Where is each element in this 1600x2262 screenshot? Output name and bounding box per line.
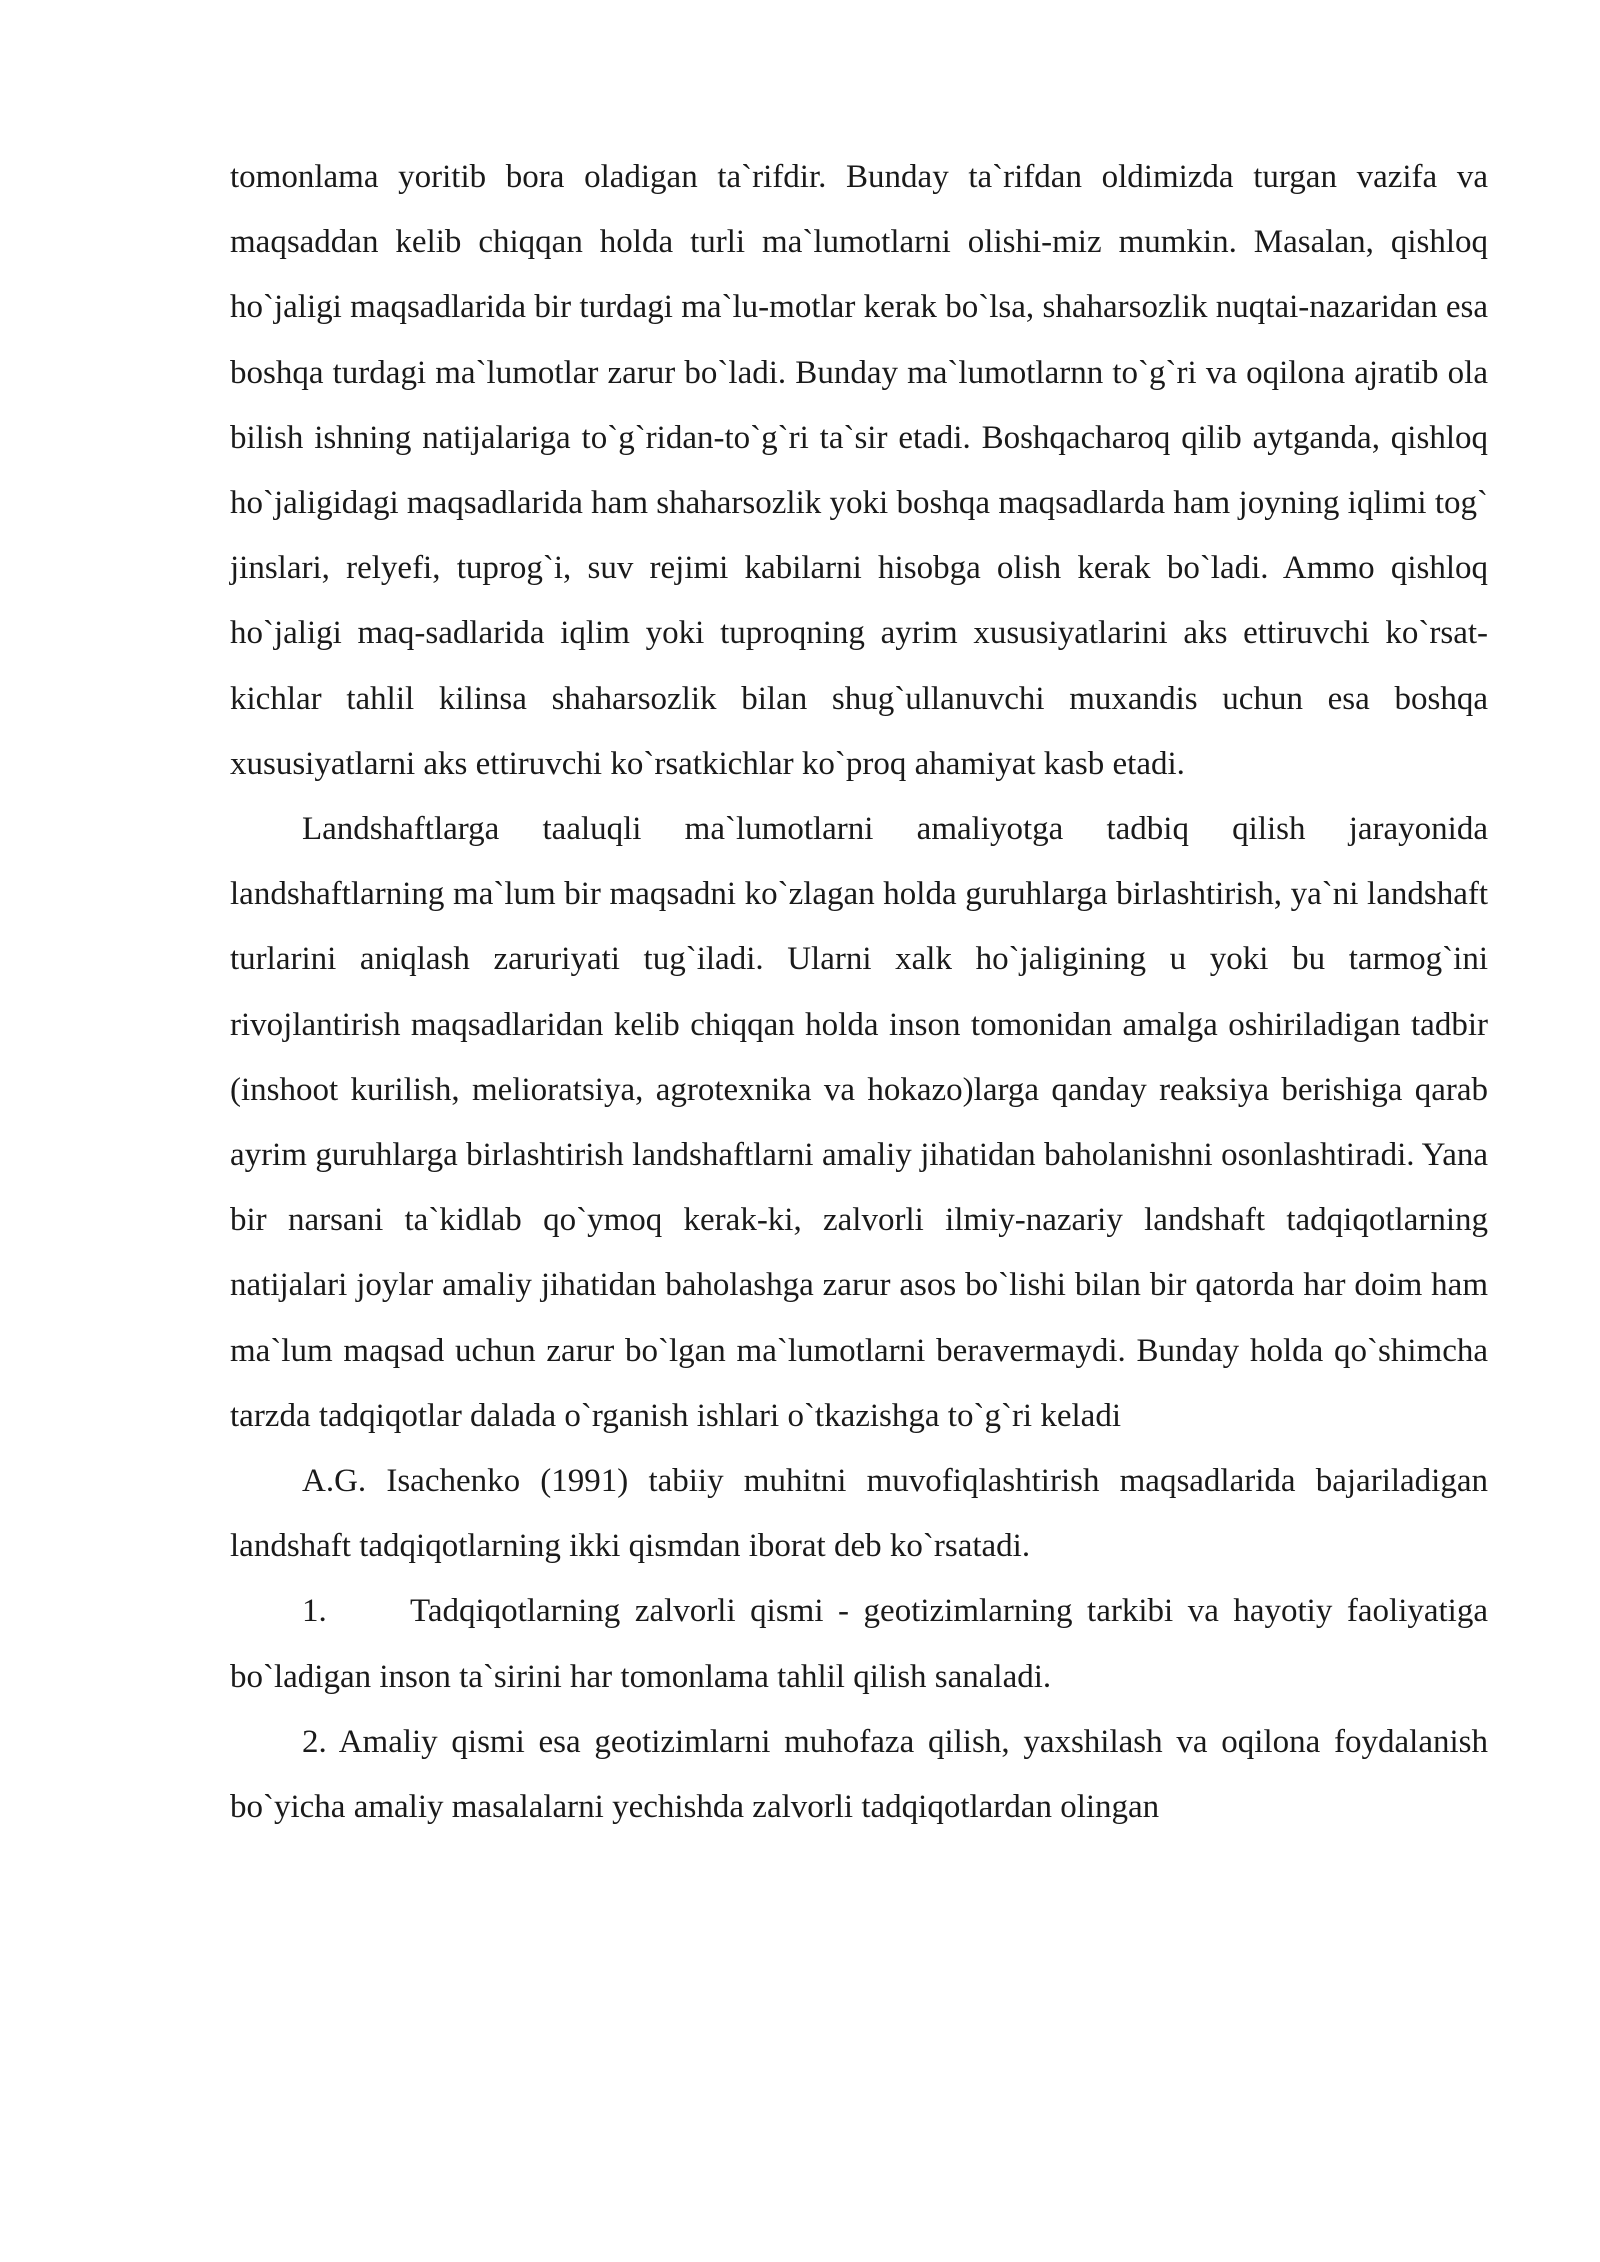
document-body (230, 145, 1488, 1840)
paragraph-2: Landshaftlarga taaluqli ma`lumotlarni amaliyotga tadbiq qilish jarayonida landshaftlarning ma`lum bir maqsadni ko`zlagan holda guruhlarga birlashtirish, ya`ni landshaft turlarini aniqlash zaruriyati tug`iladi. Ularni xalk ho`jaligining u yoki bu tarmog`ini rivojlantirish maqsadlaridan kelib chiqqan holda inson tomonidan amalga oshiriladigan tadbir (inshoot kurilish, melioratsiya, agrotexnika va hokazo)larga qanday reaksiya berishiga qarab ayrim guruhlarga birlashtirish landshaftlarni amaliy jihatidan baholanishni osonlashtiradi. Yana bir narsani ta`kidlab qo`ymoq kerak-ki, zalvorli ilmiy-nazariy landshaft tadqiqotlarning natijalari joylar amaliy jihatidan baholashga zarur asos bo`lishi bilan bir qatorda har doim ham ma`lum maqsad uchun zarur bo`lgan ma`lumotlarni beravermaydi. Bunday holda qo`shimcha tarzda tadqiqotlar dalada o`rganish ishlari o`tkazishga to`g`ri keladi (230, 811, 1488, 1434)
list-item-2 (230, 1710, 1488, 1840)
list-item-number: 1. (302, 1593, 327, 1630)
list-item-text: Tadqiqotlarning zalvorli qismi - geotizimlarning tarkibi va hayotiy faoliyatiga bo`ladigan inson ta`sirini har tomonlama tahlil qilish sanaladi. (230, 1593, 1488, 1695)
paragraph-1: tomonlama yoritib bora oladigan ta`rifdir. Bunday ta`rifdan oldimizda turgan vazifa va maqsaddan kelib chiqqan holda turli ma`lumotlarni olishi-miz mumkin. Masalan, qishloq ho`jaligi maqsadlarida bir turdagi ma`lu-motlar kerak bo`lsa, shaharsozlik nuqtai-nazaridan esa boshqa turdagi ma`lumotlar zarur bo`ladi. Bunday ma`lumotlarnn to`g`ri va oqilona ajratib ola bilish ishning natijalariga to`g`ridan-to`g`ri ta`sir etadi. Boshqacharoq qilib aytganda, qishloq ho`jaligidagi maqsadlarida ham shaharsozlik yoki boshqa maqsadlarda ham joyning iqlimi tog` jinslari, relyefi, tuprog`i, suv rejimi kabilarni hisobga olish kerak bo`ladi. Ammo qishloq ho`jaligi maq-sadlarida iqlim yoki tuproqning ayrim xususiyatlarini aks ettiruvchi ko`rsat-kichlar tahlil kilinsa shaharsozlik bilan shug`ullanuvchi muxandis uchun esa boshqa xususiyatlarni aks ettiruvchi ko`rsatkichlar ko`proq ahamiyat kasb etadi. (230, 159, 1488, 782)
list-item-1 (230, 1579, 1488, 1709)
list-item-text: Amaliy qismi esa geotizimlarni muhofaza qilish, yaxshilash va oqilona foydalanish bo`yicha amaliy masalalarni yechishda zalvorli tadqiqotlardan olingan (230, 1723, 1488, 1826)
paragraph-3: A.G. Isachenko (1991) tabiiy muhitni muvofiqlashtirish maqsadlarida bajariladigan landshaft tadqiqotlarning ikki qismdan iborat deb ko`rsatadi. (230, 1463, 1488, 1565)
list-item-number: 2. (302, 1723, 327, 1760)
